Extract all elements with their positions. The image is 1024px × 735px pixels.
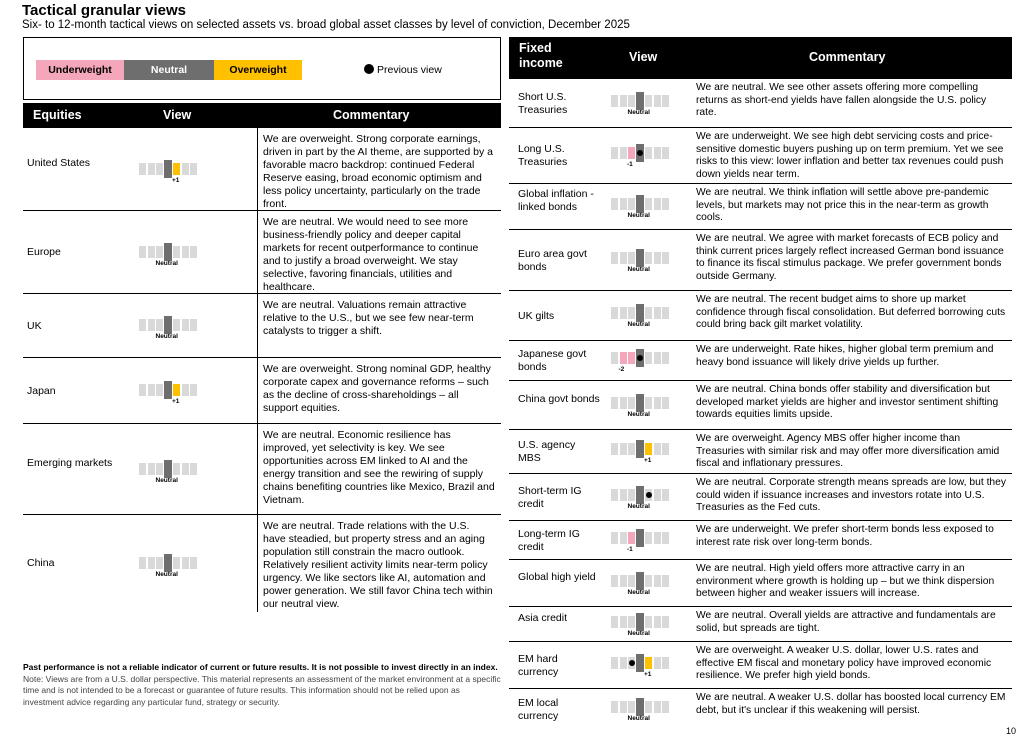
- view-label: -1: [627, 545, 633, 553]
- gauge-cell: [636, 486, 644, 504]
- asset-name: United States: [27, 156, 91, 169]
- equities-header-view: View: [163, 108, 192, 122]
- asset-name: EM local currency: [518, 697, 559, 722]
- gauge-cell: [611, 616, 618, 628]
- equities-row: [23, 211, 501, 294]
- gauge-cell: [662, 198, 669, 210]
- gauge-cell: [139, 557, 146, 569]
- column-divider: [257, 211, 258, 293]
- gauge-cell: [156, 163, 163, 175]
- gauge-cell: [654, 489, 661, 501]
- fixed-income-row: [509, 230, 1012, 291]
- view-label: Neutral: [155, 476, 178, 484]
- asset-view: [611, 654, 671, 678]
- gauge-cell: [645, 307, 652, 319]
- page-title: Tactical granular views: [22, 2, 186, 19]
- gauge-cell: [139, 319, 146, 331]
- view-gauge: [611, 92, 671, 116]
- asset-view: [139, 160, 199, 184]
- asset-view: [139, 316, 199, 340]
- legend: [23, 37, 501, 100]
- view-label: Neutral: [627, 265, 650, 273]
- disclaimer-text: Note: Views are from a U.S. dollar perspective. This material represents an assessment of the market environment at a specific time and is not intended to be a forecast or guarantee of future results. This information should not be relied upon as investment advice regarding any particular fund, strategy or security.: [23, 673, 501, 707]
- view-gauge: [611, 698, 671, 722]
- gauge-cell: [645, 657, 652, 669]
- gauge-cell: [628, 532, 635, 544]
- gauge-cell: [190, 163, 197, 175]
- asset-commentary: We are underweight. We prefer short-term bonds less exposed to interest rate risk over long-term bonds.: [696, 524, 994, 548]
- asset-commentary: We are overweight. Strong corporate earnings, driven in part by the AI theme, are supported by a favorable macro backdrop: continued Federal Reserve easing, broad economic optimism and less policy uncertainty, particularly on the trade front.: [263, 133, 493, 210]
- gauge-cell: [662, 443, 669, 455]
- view-label: -2: [618, 366, 625, 373]
- gauge-cell: [173, 319, 180, 331]
- gauge-cell: [182, 163, 189, 175]
- gauge-cell: [611, 657, 618, 669]
- gauge-cell: [620, 657, 627, 669]
- asset-commentary: We are underweight. We see high debt servicing costs and price-sensitive domestic buyers pushing up on term premium. Yet we see risks to this view: lower inflation and better tax revenues could push down yields near term.: [696, 131, 1004, 180]
- gauge-cell: [164, 460, 172, 478]
- fixed-income-row: [509, 381, 1012, 430]
- gauge-cell: [628, 701, 635, 713]
- gauge-cell: [173, 246, 180, 258]
- asset-commentary: We are neutral. Valuations remain attractive relative to the U.S., but we see few near-term catalysts to trigger a shift.: [263, 299, 474, 337]
- gauge-cell: [190, 557, 197, 569]
- legend-previous-view: [364, 64, 442, 76]
- gauge-cell: [628, 95, 635, 107]
- gauge-cell: [139, 163, 146, 175]
- gauge-cell: [628, 307, 635, 319]
- view-label: Neutral: [627, 212, 650, 219]
- gauge-cell: [620, 95, 627, 107]
- fixed-income-row: [509, 128, 1012, 184]
- asset-view: [611, 92, 671, 116]
- gauge-cell: [611, 489, 618, 501]
- gauge-cell: [148, 163, 155, 175]
- asset-name: Euro area govt bonds: [518, 247, 587, 273]
- asset-name: Asia credit: [518, 611, 568, 624]
- previous-view-dot-icon: [629, 660, 635, 666]
- gauge-cell: [139, 384, 146, 396]
- gauge-cell: [611, 575, 618, 587]
- gauge-cell: [190, 319, 197, 331]
- view-label: Neutral: [155, 570, 178, 578]
- gauge-cell: [654, 252, 661, 264]
- asset-name: UK: [27, 319, 42, 332]
- view-label: Neutral: [627, 410, 650, 418]
- gauge-cell: [636, 195, 644, 213]
- fixed-income-row: [509, 474, 1012, 521]
- gauge-cell: [611, 198, 618, 210]
- equities-header-commentary: Commentary: [333, 108, 410, 122]
- gauge-cell: [173, 557, 180, 569]
- gauge-cell: [620, 575, 627, 587]
- asset-commentary: We are neutral. The recent budget aims to shore up market confidence through fiscal consolidation. But deferred borrowing cuts could bring back gilt market volatility.: [696, 294, 1006, 330]
- gauge-cell: [654, 397, 661, 409]
- gauge-cell: [654, 198, 661, 210]
- gauge-cell: [662, 657, 669, 669]
- gauge-cell: [628, 443, 635, 455]
- view-gauge: [611, 304, 671, 328]
- fixed-income-header-commentary: Commentary: [809, 50, 886, 64]
- gauge-cell: [156, 319, 163, 331]
- equities-header-asset: Equities: [33, 108, 82, 122]
- legend-underweight: Underweight: [36, 60, 124, 80]
- gauge-cell: [654, 701, 661, 713]
- asset-view: [611, 349, 671, 373]
- asset-commentary: We are neutral. We agree with market forecasts of ECB policy and think current prices largely reflect increased German bond issuance to finance its fiscal stimulus package. We prefer government bonds outside Germany.: [696, 233, 1004, 282]
- asset-view: [611, 572, 671, 596]
- gauge-cell: [662, 489, 669, 501]
- gauge-cell: [611, 532, 618, 544]
- gauge-cell: [662, 352, 669, 364]
- gauge-cell: [611, 95, 618, 107]
- page-number: 10: [1005, 726, 1016, 735]
- gauge-cell: [164, 243, 172, 261]
- gauge-cell: [636, 654, 644, 672]
- asset-commentary: We are neutral. Corporate strength means spreads are low, but they could widen if issuance increases and investors rotate into U.S. Treasuries as the Fed cuts.: [696, 477, 1007, 513]
- gauge-cell: [620, 198, 627, 210]
- view-gauge: [611, 394, 671, 418]
- equities-row: [23, 358, 501, 424]
- gauge-cell: [620, 701, 627, 713]
- view-label: Neutral: [627, 108, 650, 116]
- gauge-cell: [173, 463, 180, 475]
- asset-name: Europe: [27, 246, 61, 258]
- gauge-cell: [636, 698, 644, 716]
- fixed-income-row: [509, 560, 1012, 607]
- view-gauge: [611, 654, 671, 678]
- disclaimer-bold: Past performance is not a reliable indicator of current or future results. It is not possible to invest directly in an index.: [23, 662, 498, 672]
- gauge-cell: [164, 554, 172, 572]
- gauge-cell: [182, 319, 189, 331]
- fixed-income-row: [509, 521, 1012, 560]
- equities-row: [23, 424, 501, 515]
- asset-name: China govt bonds: [518, 392, 600, 405]
- asset-commentary: We are neutral. China bonds offer stability and diversification but developed market yields are higher and investor sentiment shifting towards equities limits upside.: [696, 384, 999, 420]
- gauge-cell: [654, 307, 661, 319]
- column-divider: [257, 515, 258, 612]
- view-gauge: [611, 572, 671, 596]
- equities-table: [23, 103, 501, 610]
- gauge-cell: [190, 384, 197, 396]
- gauge-cell: [156, 246, 163, 258]
- gauge-cell: [620, 443, 627, 455]
- gauge-cell: [156, 463, 163, 475]
- view-label: Neutral: [627, 502, 650, 510]
- gauge-cell: [645, 352, 652, 364]
- gauge-cell: [628, 616, 635, 628]
- legend-previous-label: Previous view: [377, 64, 442, 76]
- gauge-cell: [620, 489, 627, 501]
- gauge-cell: [636, 440, 644, 458]
- view-gauge: [611, 440, 671, 464]
- fixed-income-row: [509, 607, 1012, 642]
- asset-view: [611, 304, 671, 328]
- view-label: Neutral: [155, 333, 178, 340]
- asset-commentary: We are underweight. Rate hikes, higher global term premium and heavy bond issuance will likely drive yields up further.: [696, 344, 994, 368]
- asset-view: [139, 243, 199, 267]
- gauge-cell: [190, 246, 197, 258]
- gauge-cell: [173, 384, 180, 396]
- fixed-income-row: [509, 341, 1012, 381]
- asset-commentary: We are neutral. We think inflation will settle above pre-pandemic levels, but markets may not price this in the near-term as growth cools.: [696, 187, 989, 223]
- view-gauge: [139, 316, 199, 340]
- asset-name: UK gilts: [518, 309, 555, 322]
- gauge-cell: [636, 613, 644, 631]
- asset-view: [611, 195, 671, 219]
- gauge-cell: [611, 352, 618, 364]
- gauge-cell: [645, 575, 652, 587]
- gauge-cell: [611, 252, 618, 264]
- view-gauge: [611, 144, 671, 168]
- view-label: +1: [644, 457, 652, 464]
- gauge-cell: [645, 147, 652, 159]
- view-label: +1: [644, 670, 652, 678]
- gauge-cell: [611, 701, 618, 713]
- gauge-cell: [645, 198, 652, 210]
- gauge-cell: [654, 443, 661, 455]
- gauge-cell: [662, 95, 669, 107]
- gauge-cell: [628, 198, 635, 210]
- view-label: Neutral: [627, 629, 650, 637]
- asset-name: Short-term IG credit: [518, 484, 582, 510]
- gauge-cell: [620, 616, 627, 628]
- gauge-cell: [620, 397, 627, 409]
- gauge-cell: [148, 319, 155, 331]
- gauge-cell: [654, 575, 661, 587]
- view-label: +1: [172, 398, 180, 405]
- gauge-cell: [611, 307, 618, 319]
- asset-view: [611, 486, 671, 510]
- asset-commentary: We are overweight. A weaker U.S. dollar, lower U.S. rates and effective EM fiscal and monetary policy have improved economic resilience. We prefer high yield bonds.: [696, 645, 992, 681]
- gauge-cell: [182, 557, 189, 569]
- asset-commentary: We are neutral. High yield offers more attractive carry in an environment where growth is holding up – but we think dispersion between higher and weaker issuers will increase.: [696, 563, 995, 599]
- page-subtitle: Six- to 12-month tactical views on selected assets vs. broad global asset classes by level of conviction, December 2025: [22, 19, 630, 31]
- view-gauge: [139, 381, 199, 405]
- gauge-cell: [645, 701, 652, 713]
- asset-name: EM hard currency: [518, 652, 559, 678]
- view-gauge: [611, 529, 671, 553]
- gauge-cell: [645, 443, 652, 455]
- view-label: -1: [627, 161, 633, 168]
- asset-commentary: We are overweight. Strong nominal GDP, healthy corporate capex and governance reforms – such as the decline of cross-shareholdings – all support equities.: [263, 363, 491, 414]
- fixed-income-row: [509, 430, 1012, 474]
- view-gauge: [611, 249, 671, 273]
- column-divider: [257, 424, 258, 514]
- gauge-cell: [654, 616, 661, 628]
- gauge-cell: [628, 252, 635, 264]
- equities-row: [23, 128, 501, 211]
- asset-view: [611, 144, 671, 168]
- view-label: +1: [172, 176, 180, 184]
- gauge-cell: [156, 557, 163, 569]
- gauge-cell: [139, 463, 146, 475]
- gauge-cell: [654, 95, 661, 107]
- gauge-cell: [611, 397, 618, 409]
- asset-commentary: We are neutral. Trade relations with the U.S. have steadied, but property stress and an aging population still constrain the macro outlook. Relatively resilient activity limits near-term policy urgency. We like sectors like AI, automation and power generation. We still favor China tech within our neutral view.: [263, 520, 493, 610]
- previous-view-dot-icon: [637, 355, 643, 361]
- gauge-cell: [628, 352, 635, 364]
- fixed-income-row: [509, 79, 1012, 128]
- asset-view: [139, 460, 199, 484]
- fixed-income-table: [509, 37, 1012, 722]
- gauge-cell: [148, 557, 155, 569]
- disclaimer: [23, 662, 501, 708]
- gauge-cell: [611, 443, 618, 455]
- gauge-cell: [636, 304, 644, 322]
- gauge-cell: [156, 384, 163, 396]
- asset-commentary: We are neutral. We see other assets offering more compelling returns as short-end yields have fallen alongside the U.S. policy rate.: [696, 82, 987, 118]
- gauge-cell: [662, 307, 669, 319]
- view-gauge: [139, 554, 199, 578]
- previous-view-dot-icon: [637, 150, 643, 156]
- asset-name: Emerging markets: [27, 456, 113, 469]
- asset-view: [611, 698, 671, 722]
- legend-neutral: Neutral: [124, 60, 214, 80]
- gauge-cell: [636, 249, 644, 267]
- previous-view-dot-icon: [364, 64, 374, 74]
- asset-name: Japan: [27, 384, 56, 397]
- view-gauge: [611, 613, 671, 637]
- gauge-cell: [620, 147, 627, 159]
- view-gauge: [139, 160, 199, 184]
- column-divider: [257, 128, 258, 210]
- asset-commentary: We are neutral. Overall yields are attractive and fundamentals are solid, but spreads are tight.: [696, 610, 996, 634]
- gauge-cell: [164, 381, 172, 399]
- gauge-cell: [654, 657, 661, 669]
- asset-commentary: We are neutral. Economic resilience has improved, yet selectivity is key. We see opportunities across EM linked to AI and the energy transition and see the rewiring of supply chains benefiting countries like Mexico, Brazil and Vietnam.: [263, 429, 495, 506]
- asset-commentary: We are neutral. A weaker U.S. dollar has boosted local currency EM debt, but it's unclear if this weakening will persist.: [696, 692, 1006, 716]
- gauge-cell: [164, 316, 172, 334]
- gauge-cell: [148, 384, 155, 396]
- asset-name: U.S. agency MBS: [518, 439, 576, 464]
- previous-view-dot-icon: [646, 492, 652, 498]
- gauge-cell: [662, 252, 669, 264]
- asset-view: [611, 249, 671, 273]
- gauge-cell: [654, 532, 661, 544]
- fixed-income-row: [509, 184, 1012, 230]
- gauge-cell: [645, 252, 652, 264]
- asset-view: [139, 381, 199, 405]
- legend-overweight: Overweight: [214, 60, 302, 80]
- fixed-income-row: [509, 689, 1012, 731]
- equities-row: [23, 515, 501, 612]
- gauge-cell: [139, 246, 146, 258]
- view-gauge: [611, 349, 671, 373]
- fixed-income-row: [509, 291, 1012, 341]
- asset-name: Long U.S. Treasuries: [518, 143, 568, 168]
- asset-view: [611, 440, 671, 464]
- fixed-income-header-asset: Fixed income: [519, 41, 563, 70]
- asset-view: [611, 529, 671, 553]
- gauge-cell: [173, 163, 180, 175]
- equities-row: [23, 294, 501, 358]
- gauge-cell: [182, 463, 189, 475]
- gauge-cell: [148, 246, 155, 258]
- asset-name: China: [27, 557, 55, 569]
- gauge-cell: [620, 532, 627, 544]
- view-gauge: [611, 486, 671, 510]
- asset-commentary: We are neutral. We would need to see more business-friendly policy and deeper capital markets for recent outperformance to continue and to justify a broad overweight. We stay selective, favoring financials, utilities and healthcare.: [263, 216, 479, 293]
- gauge-cell: [628, 575, 635, 587]
- gauge-cell: [148, 463, 155, 475]
- gauge-cell: [636, 529, 644, 547]
- asset-name: Global high yield: [518, 570, 596, 583]
- view-gauge: [611, 195, 671, 219]
- view-gauge: [139, 243, 199, 267]
- gauge-cell: [662, 147, 669, 159]
- gauge-cell: [628, 489, 635, 501]
- asset-name: Global inflation - linked bonds: [518, 187, 594, 213]
- gauge-cell: [645, 616, 652, 628]
- view-label: Neutral: [155, 259, 178, 267]
- column-divider: [257, 358, 258, 423]
- view-label: Neutral: [627, 321, 650, 328]
- gauge-cell: [164, 160, 172, 178]
- asset-view: [611, 613, 671, 637]
- gauge-cell: [628, 397, 635, 409]
- gauge-cell: [654, 147, 661, 159]
- gauge-cell: [662, 397, 669, 409]
- gauge-cell: [662, 616, 669, 628]
- gauge-cell: [636, 92, 644, 110]
- gauge-cell: [654, 352, 661, 364]
- gauge-cell: [620, 352, 627, 364]
- view-label: Neutral: [627, 715, 650, 722]
- gauge-cell: [636, 572, 644, 590]
- fixed-income-header-view: View: [629, 50, 658, 64]
- gauge-cell: [662, 575, 669, 587]
- equities-header: [23, 103, 501, 128]
- gauge-cell: [636, 394, 644, 412]
- gauge-cell: [628, 147, 635, 159]
- gauge-cell: [645, 532, 652, 544]
- gauge-cell: [182, 384, 189, 396]
- gauge-cell: [190, 463, 197, 475]
- gauge-cell: [662, 532, 669, 544]
- asset-commentary: We are overweight. Agency MBS offer higher income than Treasuries with similar risk and may offer more diversification amid fiscal and inflationary pressures.: [696, 433, 1000, 469]
- asset-name: Short U.S. Treasuries: [518, 90, 568, 116]
- gauge-cell: [182, 246, 189, 258]
- asset-view: [139, 554, 199, 578]
- fixed-income-header: [509, 37, 1012, 79]
- gauge-cell: [620, 307, 627, 319]
- fixed-income-row: [509, 642, 1012, 689]
- view-gauge: [139, 460, 199, 484]
- gauge-cell: [662, 701, 669, 713]
- asset-name: Japanese govt bonds: [518, 348, 587, 373]
- column-divider: [257, 294, 258, 357]
- gauge-cell: [645, 95, 652, 107]
- view-label: Neutral: [627, 588, 650, 596]
- asset-view: [611, 394, 671, 418]
- asset-name: Long-term IG credit: [518, 527, 580, 553]
- gauge-cell: [611, 147, 618, 159]
- gauge-cell: [620, 252, 627, 264]
- gauge-cell: [645, 397, 652, 409]
